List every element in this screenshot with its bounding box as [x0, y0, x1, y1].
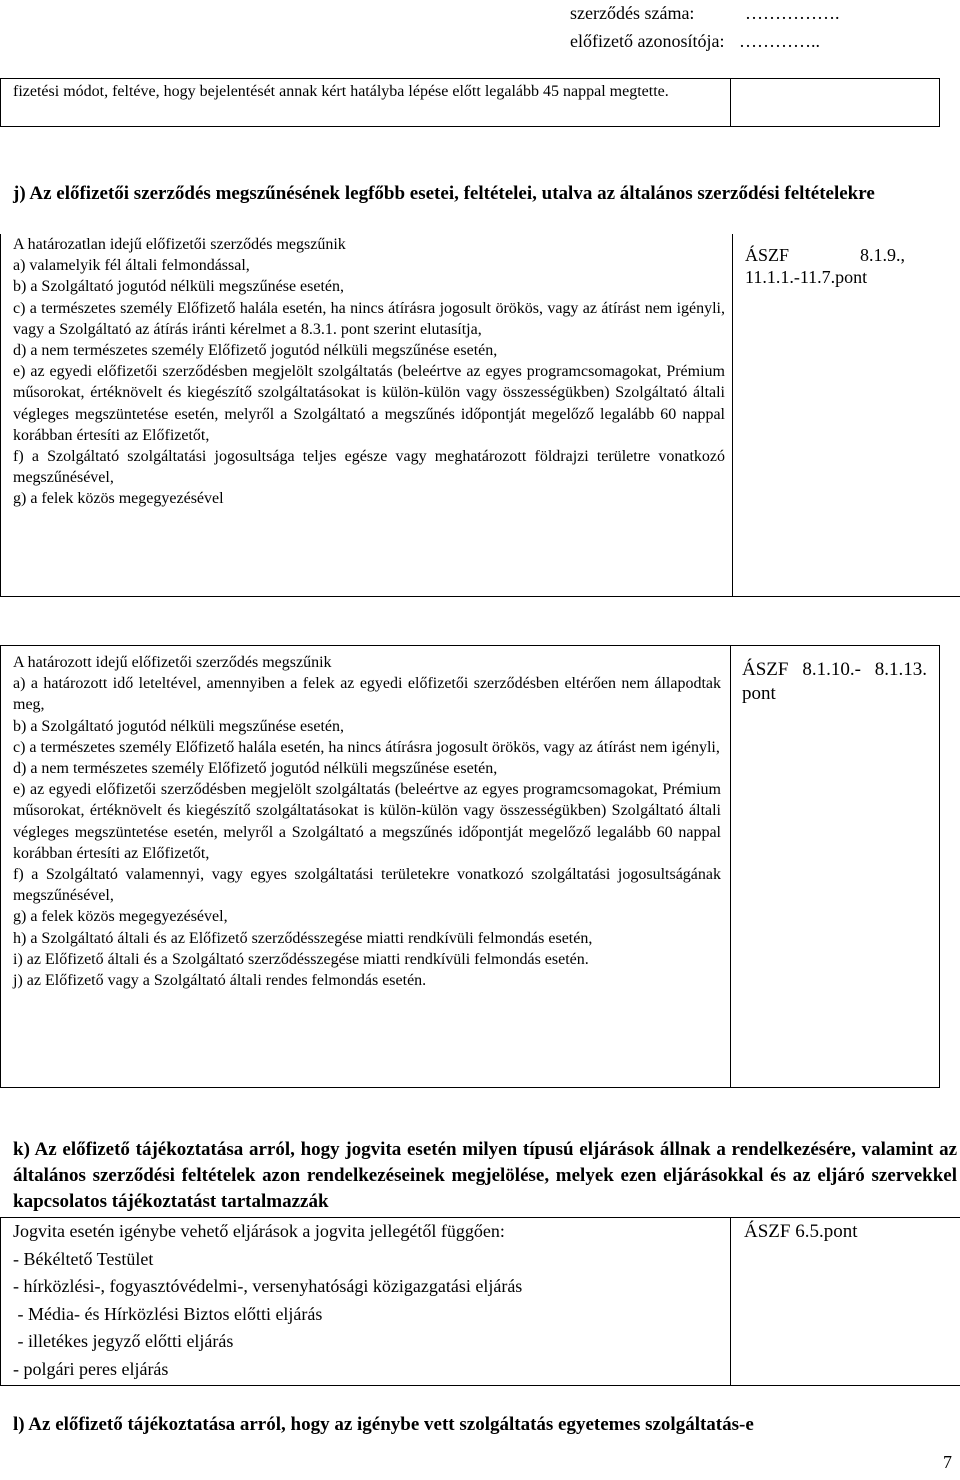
indefinite-reference: ÁSZF 8.1.9., 11.1.1.-11.7.pont [745, 245, 905, 287]
contract-number-line [570, 2, 839, 24]
section-k-reference: ÁSZF 6.5.pont [744, 1221, 858, 1242]
definite-line: e) az egyedi előfizetői szerződésben megjelölt szolgáltatás (beleértve az egyes programcsomagokat, Prémium műsorokat, értéknövelt és kiegészítő szolgáltatásokat is külön-külön vagy összességükben) Szolgáltató általi végleges megszüntetése esetén, melyről a Szolgáltató a megszűnés időpontját megelőző legalább 60 nappal korábban értesíti az Előfizetőt, [13, 781, 721, 862]
definite-line: g) a felek közös megegyezésével, [13, 908, 228, 926]
definite-line: c) a természetes személy Előfizető halála esetén, ha nincs átírásra jogosult örökös, vagy az átírást nem igényli, [13, 738, 720, 756]
section-j-heading: j) Az előfizetői szerződés megszűnésének legfőbb esetei, feltételei, utalva az általános szerződési feltételekre [13, 183, 875, 204]
section-k-text [13, 1218, 725, 1383]
indefinite-line: A határozatlan idejű előfizetői szerződés megszűnik [13, 236, 346, 253]
procedure-line: - polgári peres eljárás [13, 1358, 169, 1379]
definite-line: i) az Előfizető általi és a Szolgáltató szerződésszegése miatti rendkívüli felmondás esetén. [13, 950, 589, 968]
page-number: 7 [943, 1452, 952, 1472]
contract-number-value: ……………. [744, 3, 840, 23]
indefinite-text [13, 234, 725, 510]
section-l-heading: l) Az előfizető tájékoztatása arról, hogy az igénybe vett szolgáltatás egyetemes szolgáltatás-e [13, 1414, 754, 1435]
contract-number-label: szerződés száma: [570, 3, 695, 23]
section-k-table-divider [730, 1217, 731, 1386]
indefinite-line: c) a természetes személy Előfizető halála esetén, ha nincs átírásra jogosult örökös, vagy az átírást nem igényli, vagy a Szolgáltató az átírás iránti kérelmet a 8.3.1. pont szerint elutasítja, [13, 299, 725, 338]
indefinite-line: a) valamelyik fél általi felmondással, [13, 257, 250, 275]
definite-line: f) a Szolgáltató valamennyi, vagy egyes szolgáltatási területekre vonatkozó szolgáltatási jogosultságának megszűnésével, [13, 866, 721, 905]
procedure-line: - illetékes jegyző előtti eljárás [13, 1331, 234, 1351]
subscriber-id-label: előfizető azonosítója: [570, 31, 725, 51]
indefinite-line: d) a nem természetes személy Előfizető jogutód nélküli megszűnése esetén, [13, 342, 498, 360]
definite-text [13, 652, 721, 991]
definite-line: d) a nem természetes személy Előfizető jogutód nélküli megszűnése esetén, [13, 760, 498, 778]
indefinite-line: e) az egyedi előfizetői szerződésben megjelölt szolgáltatás (beleértve az egyes programcsomagokat, Prémium műsorokat, értéknövelt és kiegészítő szolgáltatásokat is külön-külön vagy összességükben) Szolgáltató általi végleges megszüntetése esetén, melyről a Szolgáltató a megszűnés időpontját megelőző legalább 60 nappal korábban értesíti az Előfizetőt, [13, 363, 725, 444]
definite-reference: ÁSZF 8.1.10.- 8.1.13. pont [742, 659, 927, 704]
definite-line: A határozott idejű előfizetői szerződés megszűnik [13, 654, 332, 671]
top-table-divider [730, 78, 731, 127]
definite-table-divider [730, 645, 731, 1088]
procedure-line: - hírközlési-, fogyasztóvédelmi-, versenyhatósági közigazgatási eljárás [13, 1276, 523, 1296]
indefinite-line: b) a Szolgáltató jogutód nélküli megszűnése esetén, [13, 278, 345, 296]
subscriber-id-value: ………….. [738, 31, 820, 51]
procedure-line: Jogvita esetén igénybe vehető eljárások a jogvita jellegétől függően: [13, 1221, 505, 1241]
procedure-line: - Média- és Hírközlési Biztos előtti eljárás [13, 1303, 323, 1324]
definite-line: b) a Szolgáltató jogutód nélküli megszűnése esetén, [13, 717, 345, 735]
section-k-heading: k) Az előfizető tájékoztatása arról, hogy jogvita esetén milyen típusú eljárások állnak a rendelkezésére, valamint az általános szerződési feltételek azon rendelkezéseinek megjelölése, melyek ezen eljárásokkal és az eljáró szervekkel kapcsolatos tájékoztatást tartalmazzák [13, 1139, 957, 1212]
top-table-text: fizetési módot, feltéve, hogy bejelentését annak kért hatályba lépése előtt legalább 45 nappal megtette. [13, 83, 669, 100]
definite-line: a) a határozott idő leteltével, amennyiben a felek az egyedi előfizetői szerződésben eltérően nem állapodtak meg, [13, 675, 721, 714]
procedure-line: - Békéltető Testület [13, 1248, 154, 1269]
indefinite-table-divider [732, 234, 733, 597]
subscriber-id-line [570, 30, 820, 52]
indefinite-line: g) a felek közös megegyezésével [13, 490, 224, 508]
definite-line: h) a Szolgáltató általi és az Előfizető szerződésszegése miatti rendkívüli felmondás esetén, [13, 929, 593, 947]
definite-line: j) az Előfizető vagy a Szolgáltató általi rendes felmondás esetén. [13, 972, 427, 990]
indefinite-line: f) a Szolgáltató szolgáltatási jogosultsága teljes egésze vagy meghatározott földrajzi területre vonatkozó megszűnésével, [13, 448, 725, 487]
